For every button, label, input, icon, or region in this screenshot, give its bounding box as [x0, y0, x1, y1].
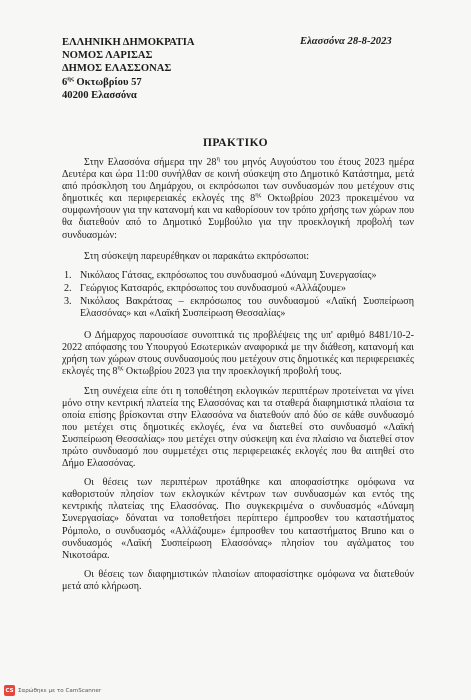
paragraph-attendees-intro: Στη σύσκεψη παρευρέθηκαν οι παρακάτω εκπρόσωποι:: [84, 250, 310, 262]
paragraph-kiosk-locations: Οι θέσεις των περιπτέρων προτάθηκε και αποφασίστηκε ομόφωνα να καθοριστούν πλησίον των εκλογικών κέντρων των συνδυασμών και εντός της κεντρικής πλατείας της Ελασσόνας. Πιο συγκεκριμένα ο συνδυασμός «Δύναμη Συνεργασίας» δόναται να τοποθετήσει περίπτερο έμπροσθεν του καταστήματος Ρόμπολο, ο συνδυασμός «Αλλάζουμε» έμπροσθεν του καταστήματος Bruno και ο συνδυασμός «Λαϊκή Συσπείρωση Ελασσόνας» πλησίον του αγάλματος του Νικοτσάρα.: [62, 477, 414, 561]
scanner-watermark-text: Σαρώθηκε με το CamScanner: [18, 687, 102, 694]
list-item: [64, 269, 414, 282]
list-item-number: 2.: [64, 282, 72, 294]
list-item-text: Γεώργιος Κατσαρός, εκπρόσωπος του συνδυασμού «Αλλάζουμε»: [80, 282, 346, 294]
list-item-number: 3.: [64, 295, 72, 307]
header-line-postcode: 40200 Ελασσόνα: [62, 89, 137, 101]
list-item: [64, 295, 414, 320]
scanner-watermark: [4, 685, 101, 696]
issuer-header: [62, 36, 262, 102]
camscanner-logo-icon: CS: [4, 685, 15, 696]
paragraph-frames-lottery: Οι θέσεις των διαφημιστικών πλαισίων αποφασίστηκε ομόφωνα να διατεθούν μετά από κλήρωση.: [62, 568, 414, 592]
header-line-country: ΕΛΛΗΝΙΚΗ ΔΗΜΟΚΡΑΤΙΑ: [62, 37, 195, 48]
document-title: ΠΡΑΚΤΙΚΟ: [202, 137, 269, 149]
document-date: Ελασσόνα 28-8-2023: [300, 36, 392, 47]
list-item-text: Νικόλαος Βακράτσας – εκπρόσωπος του συνδυασμού «Λαϊκή Συσπείρωση Ελασσόνας» και «Λαϊκή Συσπείρωση Θεσσαλίας»: [80, 295, 414, 320]
list-item-text: Νικόλαος Γάτσας, εκπρόσωπος του συνδυασμού «Δύναμη Συνεργασίας»: [80, 269, 377, 281]
paragraph-mayor-presentation: Ο Δήμαρχος παρουσίασε συνοπτικά τις προβλέψεις της υπ' αριθμό 8481/10-2-2022 απόφασης του Υπουργού Εσωτερικών αναφορικά με την διάθεση, κατανομή και χρήση των χώρων στους συνδυασμούς που μετέχουν στις δημοτικές και περιφερειακές εκλογές της $8^{\eta\varsigma}$ Οκτωβρίου 2023 για την προεκλογική προβολή τους.: [62, 330, 414, 378]
representatives-list: [62, 270, 414, 320]
list-item: [64, 282, 414, 295]
header-line-street: $6^{\eta\varsigma}$ Οκτωβρίου 57: [62, 75, 142, 88]
paragraph-kiosks-proposal: Στη συνέχεια είπε ότι η τοποθέτηση εκλογικών περιπτέρων προτείνεται να γίνει μόνο στην κεντρική πλατεία της Ελασσόνας και τα σταθερά διαφημιστικά πλαίσια τα οποία επίσης βρίσκονται στην Ελασσόνα να διατεθούν από δύο σε κάθε συνδυασμό που μετέχει στις δημοτικές εκλογές, ένα να διατεθεί στο συνδυασμό «Λαϊκή Συσπείρωση Θεσσαλίας» που μετέχει στην σύσκεψη και ένα πλαίσιο να διατεθεί στον πρώτο συνδυασμό που συμμετέχει στις περιφερειακές εκλογές που θα αιτηθεί στο Δήμο Ελασσόνας.: [62, 385, 414, 470]
header-line-prefecture: ΝΟΜΟΣ ΛΑΡΙΣΑΣ: [62, 50, 153, 62]
document-body: [62, 157, 414, 593]
paragraph-opening: Στην Ελασσόνα σήμερα την $28^\eta$ του μηνός Αυγούστου του έτους 2023 ημέρα Δευτέρα και ώρα 11:00 συνήλθαν σε κοινή σύσκεψη στο Δημοτικό Κατάστημα, μετά από πρόσκληση του Δημάρχου, οι εκπρόσωποι των συνδυασμών που μετέχουν στις δημοτικές και περιφερειακές εκλογές της $8^{\eta\varsigma}$ Οκτωβρίου 2023 προκειμένου να συμφωνήσουν για την κατανομή και να καθορίσουν τον τρόπο χρήσης των χώρων που θα διατεθούν από το Δημοτικό Συμβούλιο για την προεκλογική προβολή των συνδυασμών:: [62, 155, 414, 241]
header-line-municipality: ΔΗΜΟΣ ΕΛΑΣΣΟΝΑΣ: [62, 63, 172, 75]
list-item-number: 1.: [64, 269, 72, 281]
